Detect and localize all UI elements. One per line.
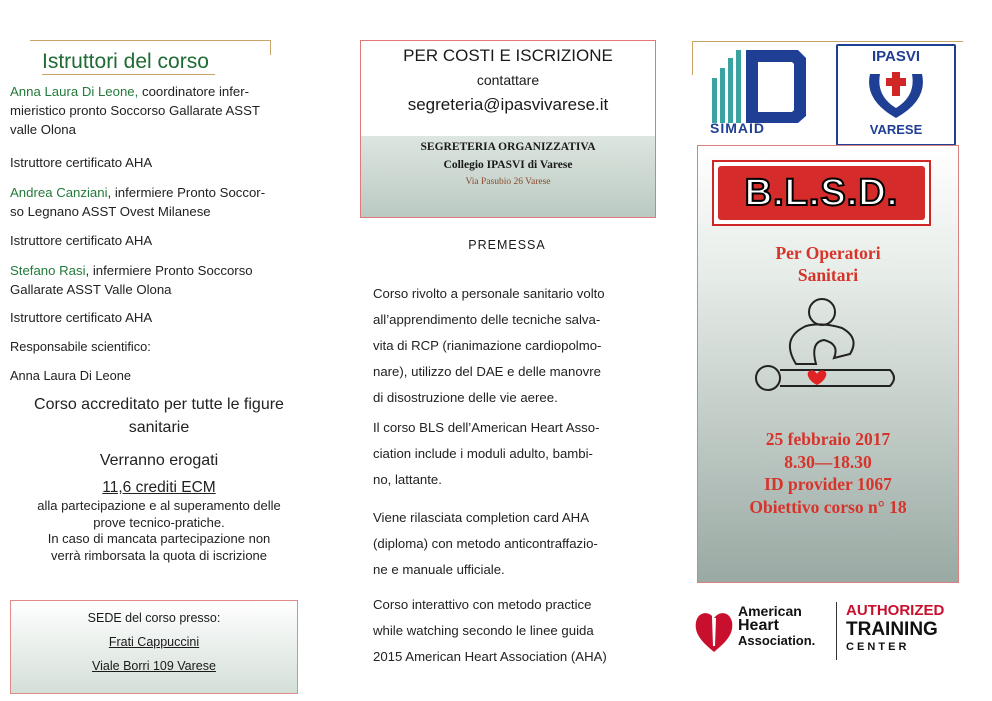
aha-divider <box>836 602 837 660</box>
accreditato-line-1: Corso accreditato per tutte le figure <box>34 396 284 413</box>
ipasvi-hands-icon <box>860 66 932 126</box>
responsabile-name: Anna Laura Di Leone <box>10 368 131 383</box>
instructor-3-cert: Istruttore certificato AHA <box>10 310 153 325</box>
sede-place: Frati Cappuccini <box>108 635 200 649</box>
crediti-ecm: 11,6 crediti ECM <box>102 479 216 496</box>
aha-logos <box>694 600 964 662</box>
instructor-2: Andrea Canziani, infermiere Pronto Soccor- so Legnano ASST Ovest Milanese <box>10 185 266 219</box>
responsabile-label: Responsabile scientifico: <box>10 339 151 354</box>
contattare-text: contattare <box>476 72 540 88</box>
event-date: 25 febbraio 2017 <box>765 429 891 449</box>
instructor-1-cert: Istruttore certificato AHA <box>10 155 153 170</box>
segreteria-box <box>361 136 655 217</box>
conditions: alla partecipazione e al superamento delle prove tecnico-pratiche. In caso di mancata partecipazione non verrà rimborsata la quota di iscrizione <box>37 498 281 563</box>
simaid-label: SIMAID <box>710 120 765 136</box>
sede-address: Viale Borri 109 Varese <box>92 659 216 673</box>
cpr-illustration-icon <box>750 294 900 394</box>
via-label: Via Pasubio 26 Varese <box>465 177 551 187</box>
aha-heart-torch-icon <box>694 602 734 654</box>
instructor-2-cert: Istruttore certificato AHA <box>10 233 153 248</box>
event-provider: ID provider 1067 <box>764 474 892 494</box>
premessa-paragraph-1: Corso rivolto a personale sanitario volto all’apprendimento delle tecniche salva- vita di RCP (rianimazione cardiopolmo- nare), utilizzo del DAE e delle manovre di disostruzione delle vie aeree. <box>373 286 605 405</box>
accreditato-line-2: sanitarie <box>128 419 190 436</box>
premessa-paragraph-2: Il corso BLS dell’American Heart Asso- ciation include i moduli adulto, bambi- no, lattante. <box>373 420 600 487</box>
premessa-paragraph-4: Corso interattivo con metodo practice while watching secondo le linee guida 2015 American Heart Association (AHA) <box>373 597 607 664</box>
contact-top <box>361 41 655 136</box>
blsd-panel <box>697 145 959 583</box>
ipasvi-top-text: IPASVI <box>871 48 921 65</box>
contact-box <box>360 40 656 218</box>
event-objective: Obiettivo corso n° 18 <box>749 496 907 517</box>
sede-label: SEDE del corso presso: <box>87 611 221 625</box>
aha-name: American Heart Association. <box>738 603 816 648</box>
segreteria-label: SEGRETERIA ORGANIZZATIVA <box>420 141 596 153</box>
premessa-paragraph-3: Viene rilasciata completion card AHA (diploma) con metodo anticontraffazio- ne e manuale ufficiale. <box>373 510 598 577</box>
simaid-logo <box>706 46 822 138</box>
email-link[interactable]: segreteria@ipasvivarese.it <box>407 95 609 114</box>
collegio-label: Collegio IPASVI di Varese <box>443 159 573 171</box>
blsd-badge <box>712 160 931 226</box>
instructor-3: Stefano Rasi, infermiere Pronto Soccorso Gallarate ASST Valle Olona <box>10 263 253 297</box>
event-details <box>698 428 958 518</box>
instructors-title: Istruttori del corso <box>42 50 215 75</box>
premessa-heading: PREMESSA <box>468 238 546 252</box>
blsd-title: B.L.S.D. <box>718 166 925 220</box>
ipasvi-bottom-text: VARESE <box>869 122 923 137</box>
costi-title: PER COSTI E ISCRIZIONE <box>403 46 613 65</box>
operatori-text: Per Operatori Sanitari <box>775 243 881 285</box>
event-time: 8.30—18.30 <box>784 451 872 472</box>
erogati-text: Verranno erogati <box>99 452 219 469</box>
sede-box <box>10 600 298 694</box>
authorized-training-center: AUTHORIZED TRAINING C E N T E R <box>846 602 945 653</box>
instructor-1: Anna Laura Di Leone, coordinatore infer- mieristico pronto Soccorso Gallarate ASST valle Olona <box>10 84 260 137</box>
ipasvi-logo <box>836 44 956 146</box>
